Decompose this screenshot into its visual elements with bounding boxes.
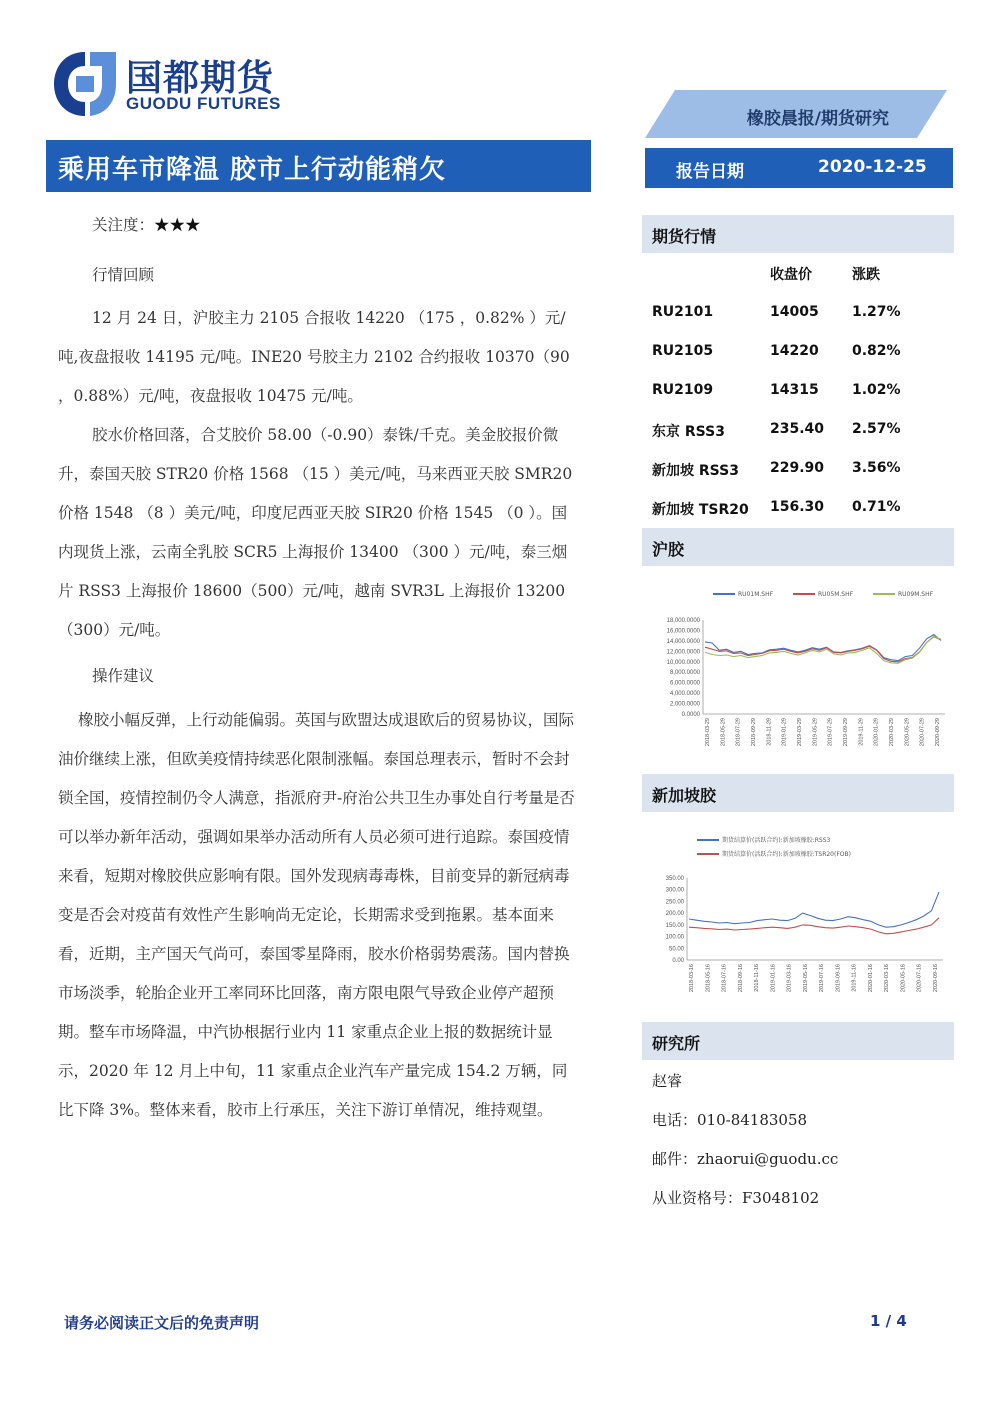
- y-tick-label: 2,000.0000: [669, 701, 700, 708]
- x-tick-label: 2019-07-29: [827, 718, 834, 747]
- y-tick-label: 14,000.0000: [666, 638, 700, 645]
- quote-change: 0.71%: [852, 499, 901, 515]
- x-tick-label: 2020-01-16: [867, 964, 874, 993]
- y-tick-label: 350.00: [665, 876, 684, 882]
- x-tick-label: 2018-03-29: [705, 718, 711, 747]
- series-line: [689, 892, 939, 927]
- brand-name-en: GUODU FUTURES: [126, 94, 281, 113]
- quote-name: RU2101: [652, 304, 714, 320]
- x-tick-label: 2019-11-16: [851, 964, 858, 992]
- chart2-heading: 新加坡胶: [652, 786, 717, 805]
- x-tick-label: 2018-09-16: [737, 964, 744, 993]
- quote-change: 0.82%: [852, 343, 901, 359]
- legend-label: RU09M.SHF: [898, 591, 934, 598]
- legend-label: 期货结算价(活跃合约):新加坡橡胶:TSR20(FOB): [722, 851, 851, 858]
- report-date-label: 报告日期: [676, 162, 744, 182]
- x-tick-label: 2020-07-29: [919, 718, 926, 747]
- x-tick-label: 2019-01-29: [781, 718, 788, 747]
- y-tick-label: 6,000.0000: [669, 680, 700, 687]
- quote-name: RU2105: [652, 343, 714, 359]
- series-line: [705, 635, 941, 661]
- y-tick-label: 4,000.0000: [669, 691, 700, 698]
- y-tick-label: 300.00: [665, 887, 684, 894]
- quote-close: 235.40: [770, 421, 825, 437]
- x-tick-label: 2019-05-29: [812, 718, 819, 747]
- x-tick-label: 2020-05-29: [904, 718, 911, 747]
- y-tick-label: 8,000.0000: [669, 670, 700, 677]
- singapore-rubber-chart: [645, 826, 950, 1016]
- y-tick-label: 250.00: [665, 899, 684, 906]
- x-tick-label: 2020-03-16: [884, 964, 891, 993]
- quote-close: 14005: [770, 304, 819, 320]
- rating-stars: ★★★: [154, 216, 201, 234]
- col-change-label: 涨跌: [852, 267, 880, 283]
- report-date-value: 2020-12-25: [818, 157, 927, 177]
- quote-close: 229.90: [770, 460, 825, 476]
- x-tick-label: 2020-03-29: [889, 718, 895, 747]
- chart1-header: [642, 528, 954, 566]
- quote-name: RU2109: [652, 382, 714, 398]
- x-tick-label: 2018-07-16: [721, 964, 728, 993]
- quote-close: 156.30: [770, 499, 825, 515]
- x-tick-label: 2018-05-16: [705, 964, 712, 993]
- x-tick-label: 2018-09-29: [751, 718, 757, 747]
- x-tick-label: 2019-01-16: [770, 964, 777, 993]
- x-tick-label: 2019-03-29: [797, 718, 803, 747]
- analyst-phone: 电话：010-84183058: [652, 1111, 808, 1129]
- quote-close: 14315: [770, 382, 819, 398]
- category-label: 橡胶晨报/期货研究: [746, 109, 889, 129]
- chart1-heading: 沪胶: [652, 540, 685, 559]
- y-tick-label: 100.00: [665, 934, 684, 941]
- x-tick-label: 2018-05-29: [720, 718, 727, 747]
- analyst-license: 从业资格号：F3048102: [652, 1189, 820, 1207]
- page-number: 1 / 4: [870, 1312, 907, 1330]
- x-tick-label: 2019-09-16: [835, 964, 842, 993]
- analyst-name: 赵睿: [652, 1072, 683, 1090]
- advice-heading: 操作建议: [92, 667, 155, 685]
- x-tick-label: 2019-03-16: [786, 964, 793, 993]
- review-heading: 行情回顾: [92, 266, 155, 284]
- quote-change: 3.56%: [852, 460, 901, 476]
- advice-paragraph: 橡胶小幅反弹，上行动能偏弱。英国与欧盟达成退欧后的贸易协议，国际油价继续上涨，但欧美疫情持续恶化限制涨幅。泰国总理表示，暂时不会封锁全国，疫情控制仍令人满意，指派府尹-府治公共卫生办事处自行考量是否可以举办新年活动，强调如果举办活动所有人员必须可进行追踪。泰国疫情来看，短期对橡胶供应影响有限。国外发现病毒毒株，目前变异的新冠病毒变是否会对疫苗有效性产生影响尚无定论，长期需求受到拖累。基本面来看，近期，主产国天气尚可，泰国零星降雨，胶水价格弱势震荡。国内替换市场淡季，轮胎企业开工率同环比回落，南方限电限气导致企业停产超预期。整车市场降温，中汽协根据行业内 11 家重点企业上报的数据统计显示，2020 年 12 月上中旬，11 家重点企业汽车产量完成 154.2 万辆，同比下降 3%。整体来看，胶市上行承压，关注下游订单情况，维持观望。: [58, 711, 575, 1119]
- y-tick-label: 16,000.0000: [666, 628, 700, 635]
- report-title: 乘用车市降温 胶市上行动能稍欠: [58, 155, 447, 185]
- x-tick-label: 2019-11-29: [858, 718, 865, 746]
- review-paragraph-2: 胶水价格回落，合艾胶价 58.00（-0.90）泰铢/千克。美金胶报价微升，泰国天胶 STR20 价格 1568 （15 ）美元/吨，马来西亚天胶 SMR20 价格 1548 （8 ）美元/吨，印度尼西亚天胶 SIR20 价格 1545 （0 ）。国内现货上涨，云南全乳胶 SCR5 上海报价 13400 （300 ）元/吨，泰三烟片 RSS3 上海报价 18600（500）元/吨，越南 SVR3L 上海报价 13200（300）元/吨。: [58, 426, 573, 639]
- x-tick-label: 2020-07-16: [916, 964, 923, 993]
- quote-close: 14220: [770, 343, 819, 359]
- quotes-heading: 期货行情: [652, 227, 717, 246]
- x-tick-label: 2020-09-16: [933, 964, 939, 993]
- x-tick-label: 2018-03-16: [689, 964, 695, 993]
- quote-change: 1.27%: [852, 304, 901, 320]
- quote-name: 新加坡 TSR20: [652, 502, 749, 518]
- y-tick-label: 10,000.0000: [666, 659, 700, 666]
- shfe-rubber-chart: [645, 578, 950, 773]
- x-tick-label: 2018-07-29: [735, 718, 742, 747]
- y-tick-label: 150.00: [665, 922, 684, 929]
- y-tick-label: 18,000.0000: [666, 618, 700, 624]
- disclaimer-notice: 请务必阅读正文后的免责声明: [64, 1314, 260, 1332]
- quote-change: 1.02%: [852, 382, 901, 398]
- y-tick-label: 200.00: [665, 911, 684, 918]
- x-tick-label: 2020-05-16: [900, 964, 907, 993]
- series-line: [689, 918, 939, 934]
- x-tick-label: 2019-07-16: [819, 964, 826, 993]
- legend-label: RU05M.SHF: [818, 591, 854, 598]
- legend-label: 期货结算价(活跃合约):新加坡橡胶:RSS3: [722, 837, 831, 844]
- y-tick-label: 0.00: [672, 958, 684, 964]
- y-tick-label: 12,000.0000: [666, 649, 700, 656]
- legend-label: RU01M.SHF: [738, 591, 774, 598]
- research-heading: 研究所: [652, 1034, 701, 1053]
- review-paragraph-1: 12 月 24 日，沪胶主力 2105 合报收 14220 （175 ，0.82% ）元/吨,夜盘报收 14195 元/吨。INE20 号胶主力 2102 合约报收 10370（90 ，0.88%）元/吨，夜盘报收 10475 元/吨。: [58, 309, 570, 405]
- x-tick-label: 2020-09-29: [935, 718, 941, 747]
- series-line: [705, 636, 941, 663]
- attention-rating: [92, 206, 201, 245]
- analyst-email: 邮件：zhaorui@guodu.cc: [652, 1150, 839, 1168]
- x-tick-label: 2019-09-29: [843, 718, 849, 747]
- x-tick-label: 2018-11-16: [754, 964, 761, 992]
- col-close-label: 收盘价: [770, 267, 812, 283]
- x-tick-label: 2018-11-29: [766, 718, 773, 746]
- y-tick-label: 0.0000: [681, 712, 700, 718]
- brand-logo: [52, 50, 118, 118]
- series-line: [705, 637, 941, 662]
- x-tick-label: 2019-05-16: [802, 964, 809, 993]
- quote-name: 东京 RSS3: [652, 424, 725, 440]
- x-tick-label: 2020-01-29: [873, 718, 880, 747]
- quote-name: 新加坡 RSS3: [652, 463, 739, 479]
- quote-change: 2.57%: [852, 421, 901, 437]
- rating-label: 关注度：: [92, 216, 155, 234]
- brand-name-cn: 国都期货: [126, 58, 275, 99]
- y-tick-label: 50.00: [668, 946, 684, 953]
